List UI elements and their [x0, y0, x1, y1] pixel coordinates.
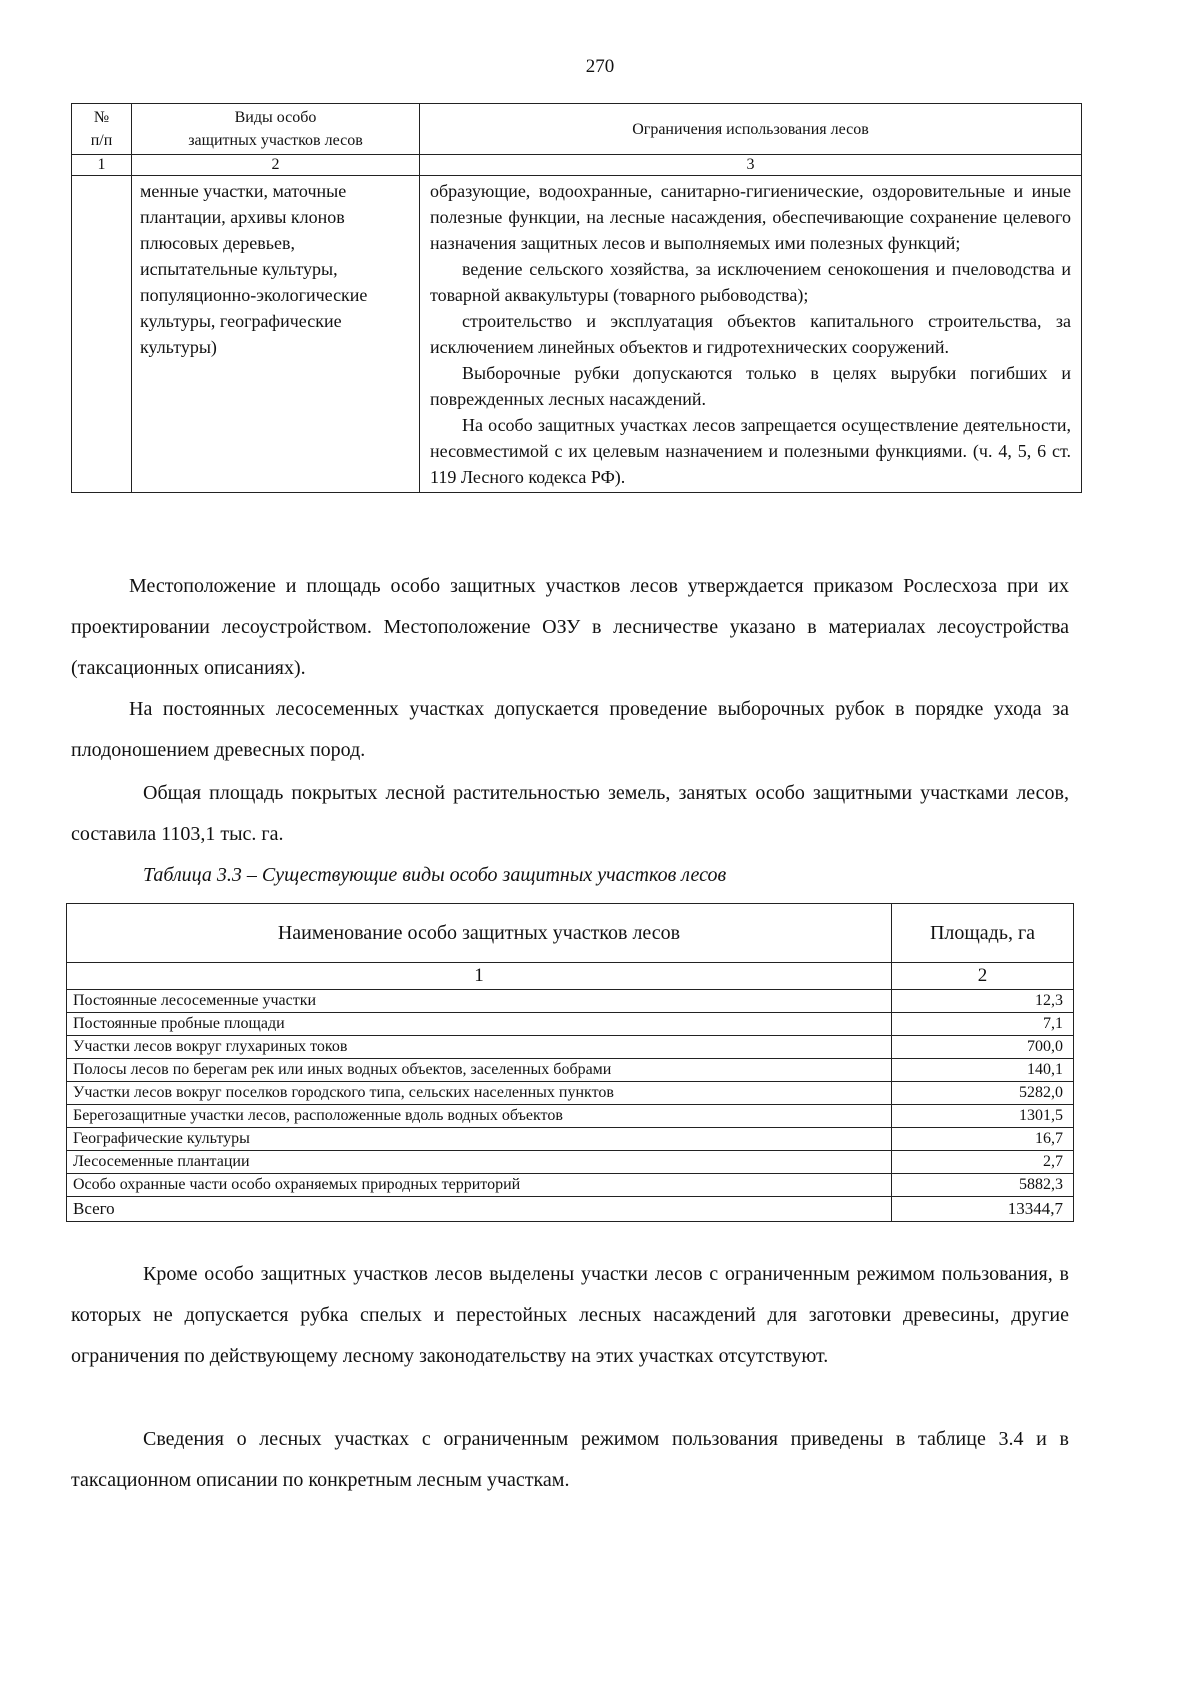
- area-value-cell: 1301,5: [892, 1105, 1074, 1128]
- restriction-text: ведение сельского хозяйства, за исключением сенокошения и пчеловодства и товарной аквакультуры (товарного рыбоводства);: [430, 259, 1071, 305]
- column-number: 2: [132, 155, 420, 176]
- header-usage-restrictions: Ограничения использования лесов: [420, 104, 1082, 155]
- body-paragraph: На постоянных лесосеменных участках допускается проведение выборочных рубок в порядке ухода за плодоношением древесных пород.: [71, 698, 1069, 761]
- row-number-cell: [72, 176, 132, 493]
- table-row: [67, 1013, 1074, 1036]
- table-header-row: [72, 104, 1082, 155]
- page-number: 270: [585, 56, 615, 77]
- restriction-text: строительство и эксплуатация объектов капитального строительства, за исключением линейных объектов и гидротехнических сооружений.: [430, 311, 1071, 357]
- table-row: [67, 990, 1074, 1013]
- area-name-cell: Постоянные пробные площади: [67, 1013, 892, 1036]
- area-name-cell: Постоянные лесосеменные участки: [67, 990, 892, 1013]
- table-row: [67, 1128, 1074, 1151]
- area-type-cell: менные участки, маточные плантации, архивы клонов плюсовых деревьев, испытательные культуры, популяционно-экологические культуры, географические культуры): [132, 176, 420, 493]
- column-number: 3: [420, 155, 1082, 176]
- area-value-cell: 5282,0: [892, 1082, 1074, 1105]
- table-row: [67, 1151, 1074, 1174]
- table-row: [67, 1082, 1074, 1105]
- total-label: Всего: [67, 1197, 892, 1222]
- restrictions-table: [71, 103, 1082, 493]
- protected-areas-table: [66, 903, 1074, 1222]
- table-row: [67, 1105, 1074, 1128]
- area-name-cell: Лесосеменные плантации: [67, 1151, 892, 1174]
- total-row: [67, 1197, 1074, 1222]
- total-value: 13344,7: [892, 1197, 1074, 1222]
- table-row: [67, 1059, 1074, 1082]
- table-row: [67, 1036, 1074, 1059]
- header-area-size: Площадь, га: [892, 904, 1074, 963]
- restrictions-cell: [420, 176, 1082, 493]
- restriction-text: На особо защитных участках лесов запрещается осуществление деятельности, несовместимой с их целевым назначением и полезными функциями. (ч. 4, 5, 6 ст. 119 Лесного кодекса РФ).: [430, 415, 1071, 487]
- table-header-row: [67, 904, 1074, 963]
- area-name-cell: Особо охранные части особо охраняемых природных территорий: [67, 1174, 892, 1197]
- header-number: № п/п: [72, 104, 132, 155]
- header-area-name: Наименование особо защитных участков лесов: [67, 904, 892, 963]
- column-number: 1: [72, 155, 132, 176]
- area-value-cell: 5882,3: [892, 1174, 1074, 1197]
- column-number: 2: [892, 963, 1074, 990]
- area-value-cell: 16,7: [892, 1128, 1074, 1151]
- area-value-cell: 7,1: [892, 1013, 1074, 1036]
- area-name-cell: Полосы лесов по берегам рек или иных водных объектов, заселенных бобрами: [67, 1059, 892, 1082]
- restriction-text: Выборочные рубки допускаются только в целях вырубки погибших и поврежденных лесных насаждений.: [430, 363, 1071, 409]
- body-paragraph: Общая площадь покрытых лесной растительностью земель, занятых особо защитными участками лесов, составила 1103,1 тыс. га.: [71, 782, 1069, 845]
- area-value-cell: 12,3: [892, 990, 1074, 1013]
- area-value-cell: 2,7: [892, 1151, 1074, 1174]
- area-name-cell: Участки лесов вокруг поселков городского типа, сельских населенных пунктов: [67, 1082, 892, 1105]
- table-caption: Таблица 3.3 – Существующие виды особо защитных участков лесов: [143, 864, 727, 886]
- area-name-cell: Географические культуры: [67, 1128, 892, 1151]
- column-number-row: [67, 963, 1074, 990]
- body-paragraph: Сведения о лесных участках с ограниченным режимом пользования приведены в таблице 3.4 и в таксационном описании по конкретным лесным участкам.: [71, 1428, 1069, 1491]
- body-paragraph: Кроме особо защитных участков лесов выделены участки лесов с ограниченным режимом пользования, в которых не допускается рубка спелых и перестойных лесных насаждений для заготовки древесины, другие ограничения по действующему лесному законодательству на этих участках отсутствуют.: [71, 1263, 1069, 1367]
- body-paragraph: Местоположение и площадь особо защитных участков лесов утверждается приказом Рослесхоза при их проектировании лесоустройством. Местоположение ОЗУ в лесничестве указано в материалах лесоустройства (таксационных описаниях).: [71, 575, 1069, 679]
- column-number: 1: [67, 963, 892, 990]
- header-protected-area-types: Виды особо защитных участков лесов: [132, 104, 420, 155]
- column-number-row: [72, 155, 1082, 176]
- area-name-cell: Берегозащитные участки лесов, расположенные вдоль водных объектов: [67, 1105, 892, 1128]
- area-value-cell: 140,1: [892, 1059, 1074, 1082]
- restriction-text: образующие, водоохранные, санитарно-гигиенические, оздоровительные и иные полезные функции, на лесные насаждения, обеспечивающие сохранение целевого назначения защитных лесов и выполняемых ими полезных функций;: [430, 181, 1071, 253]
- area-name-cell: Участки лесов вокруг глухариных токов: [67, 1036, 892, 1059]
- area-value-cell: 700,0: [892, 1036, 1074, 1059]
- table-row: [67, 1174, 1074, 1197]
- table-row: [72, 176, 1082, 493]
